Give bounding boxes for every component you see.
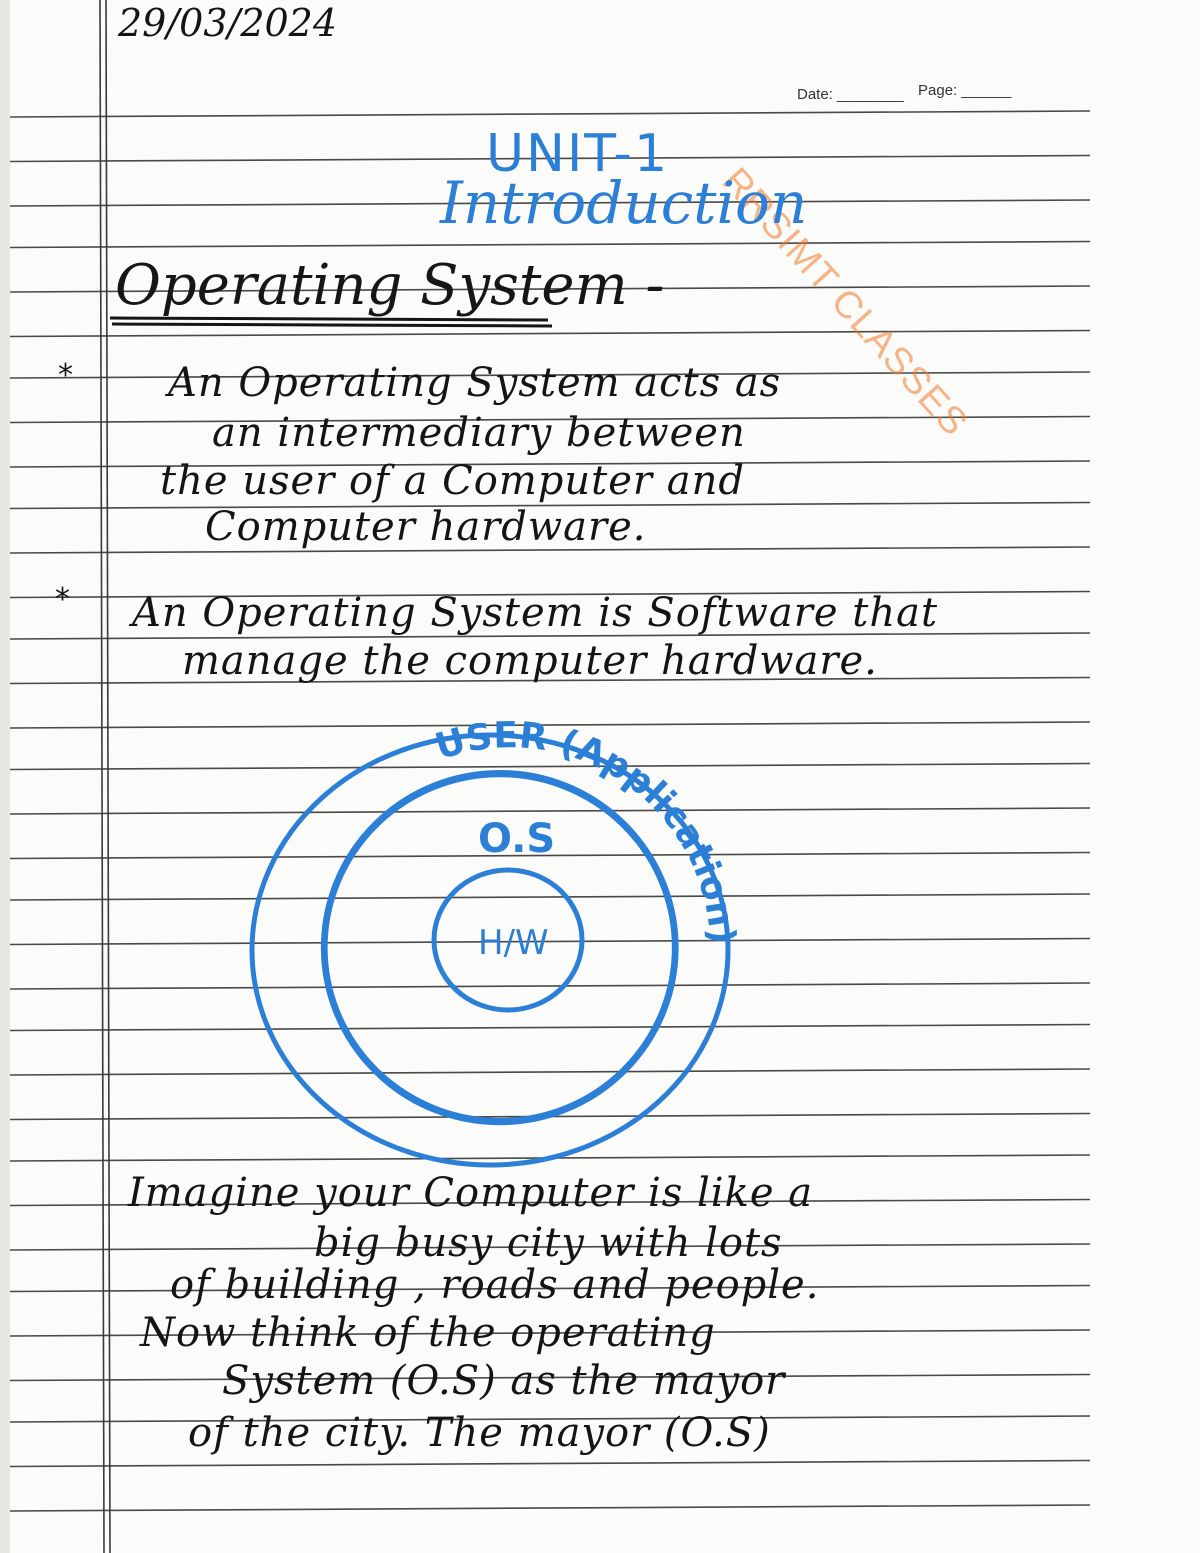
page-label: Page: ______ [918,82,1012,99]
bullet-2-line-1: An Operating System is Software that [132,590,939,636]
bullet-1-line-4: Computer hardware. [205,504,647,550]
handwritten-date: 29/03/2024 [118,1,338,45]
bullet-marker-1: * [58,358,73,393]
paragraph-line-3: of building , roads and people. [170,1262,820,1308]
layers-diagram [240,700,760,1170]
outer-label-path: USER (Application) [430,715,743,946]
introduction-title: Introduction [440,169,808,237]
bullet-2-line-2: manage the computer hardware. [182,638,878,684]
page-edge [0,0,10,1553]
paragraph-line-2: big busy city with lots [314,1220,783,1266]
section-heading: Operating System - [115,253,665,318]
date-label: Date: ________ [797,86,904,103]
heading-underline [108,312,558,332]
margin-line [100,0,104,1553]
rule-line [10,1505,1090,1511]
margin-line [106,0,110,1553]
paragraph-line-4: Now think of the operating [140,1310,716,1356]
bullet-1-line-2: an intermediary between [212,410,746,456]
paragraph-line-6: of the city. The mayor (O.S) [188,1410,771,1456]
bullet-1-line-1: An Operating System acts as [168,360,782,406]
inner-label-hw: H/W [478,923,549,963]
bullet-marker-2: * [55,582,70,617]
middle-label-os: O.S [478,816,556,862]
rule-line [10,242,1090,248]
watermark: RRSIMT CLASSES [713,160,976,445]
unit-title: UNIT-1 [486,124,670,184]
paragraph-line-5: System (O.S) as the mayor [222,1358,786,1404]
rule-line [10,1461,1090,1467]
bullet-1-line-3: the user of a Computer and [160,458,745,504]
rule-line [10,111,1090,117]
paragraph-line-1: Imagine your Computer is like a [128,1170,814,1216]
